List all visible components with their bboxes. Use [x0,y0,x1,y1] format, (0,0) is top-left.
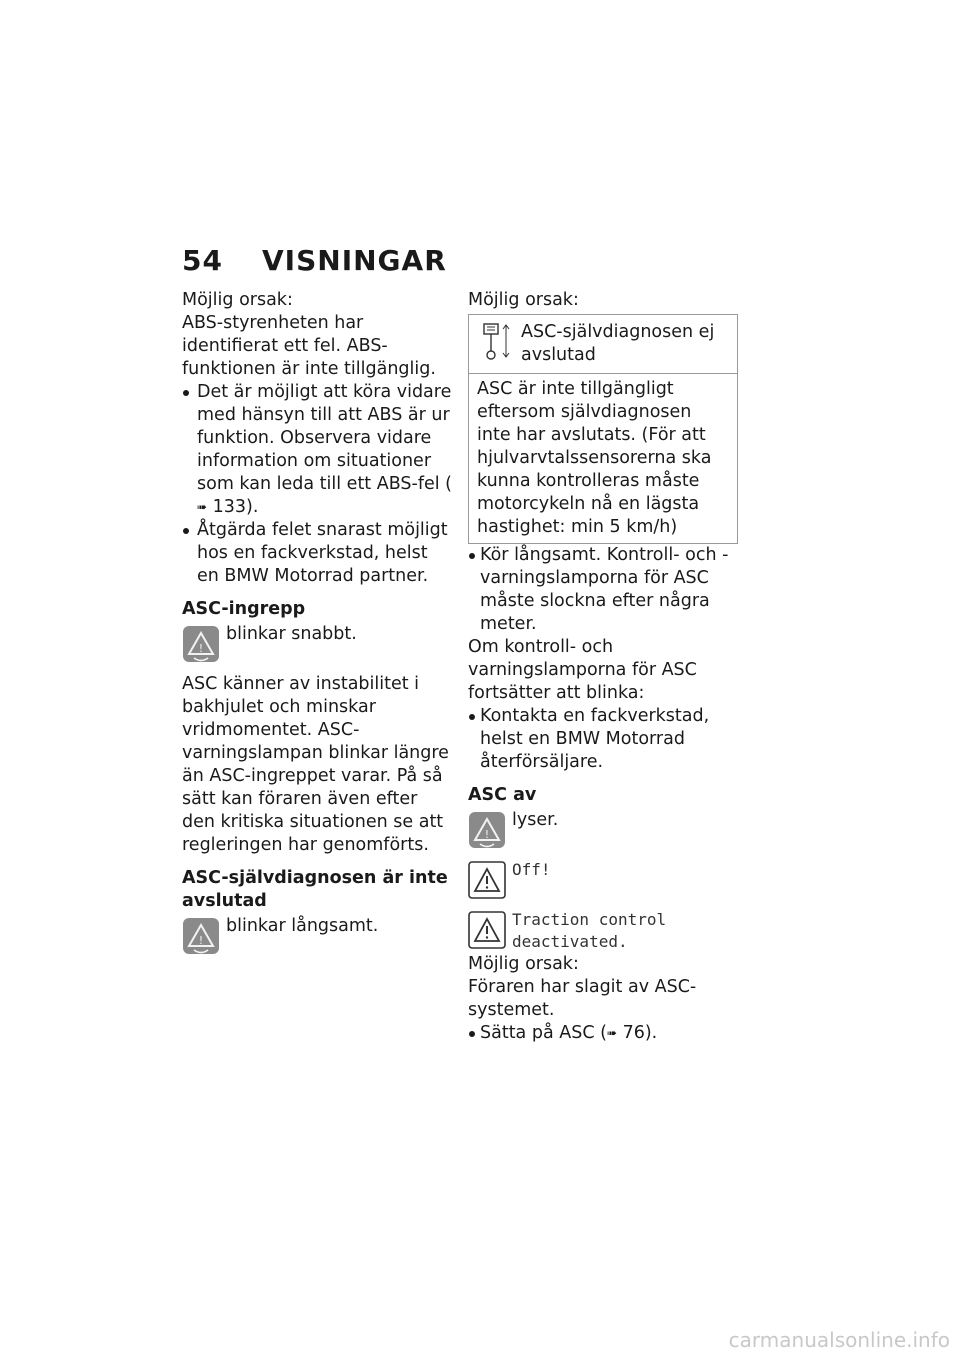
page-ref-link[interactable]: 133). [212,497,259,517]
section-heading-asc-av: ASC av [468,785,537,805]
warning-triangle-icon [468,861,506,899]
indicator-row: ! blinkar snabbt. [182,623,454,663]
info-table-head: ASC-självdiagnosen ej avslutad [469,315,737,374]
display-message-row [468,909,738,953]
page-ref-arrow-icon: ➠ [197,500,208,514]
display-message: Off! [512,860,551,879]
cause-text: Föraren har slagit av ASC-systemet. [468,977,697,1020]
asc-warning-light-icon [182,917,220,955]
left-column [182,289,454,955]
list-item: Sätta på ASC (➠ 76). [468,1022,738,1045]
indicator-row: ! lyser. [468,809,738,849]
warning-triangle-icon [468,911,506,949]
right-column [468,289,738,1045]
asc-ingrepp-text: ASC känner av instabilitet i bakhjulet och minskar vridmomentet. ASC-varningslampan blinkar längre än ASC-ingreppet varar. På så sätt kan föraren även efter den kritiska situationen se att regleringen har genomförts. [182,674,449,855]
page-title: VISNINGAR [262,243,447,277]
list-item: Det är möjligt att köra vidare med hänsyn till att ABS är ur funktion. Observera vidare information om situationer som kan leda till ett ABS-fel (➠ 133). [182,381,454,519]
section-heading-asc-ingrepp: ASC-ingrepp [182,599,306,619]
asc-warning-light-icon [182,625,220,663]
svg-text:!: ! [484,828,490,841]
svg-text:!: ! [198,642,204,655]
list-item: Kontakta en fackverkstad, helst en BMW Motorrad återförsäljare. [468,705,738,774]
page-header [182,240,447,280]
display-message: Traction control deactivated. [512,910,667,951]
persist-text: Om kontroll- och varningslamporna för ASC fortsätter att blinka: [468,637,697,703]
cause-label: Möjlig orsak: [468,290,579,310]
section-heading-asc-diag: ASC-självdiagnosen är inte avslutad [182,868,448,911]
indicator-row: ! blinkar långsamt. [182,915,454,955]
cause-text: ABS-styrenheten har identifierat ett fel. ABS-funktionen är inte tillgänglig. [182,313,436,379]
page-ref-arrow-icon: ➠ [606,1026,617,1040]
display-message-row [468,859,738,899]
watermark: carmanualsonline.info [728,1328,950,1352]
asc-off-light-icon [468,811,506,849]
page-number: 54 [182,243,223,277]
list-item: Kör långsamt. Kontroll- och -varningslamporna för ASC måste slockna efter några meter. [468,544,738,636]
info-table [468,314,738,544]
svg-text:!: ! [198,934,204,947]
page-ref-link[interactable]: 76). [622,1023,658,1043]
cause-label: Möjlig orsak: [182,290,293,310]
wheel-speed-sensor-icon [479,321,515,361]
list-item: Åtgärda felet snarast möjligt hos en fackverkstad, helst en BMW Motorrad partner. [182,519,454,588]
info-table-body: ASC är inte tillgängligt eftersom självdiagnosen inte har avslutats. (För att hjulvarvtalssensorerna ska kunna kontrolleras måste motorcykeln nå en lägsta hastighet: min 5 km/h) [477,379,712,537]
cause-label: Möjlig orsak: [468,954,579,974]
